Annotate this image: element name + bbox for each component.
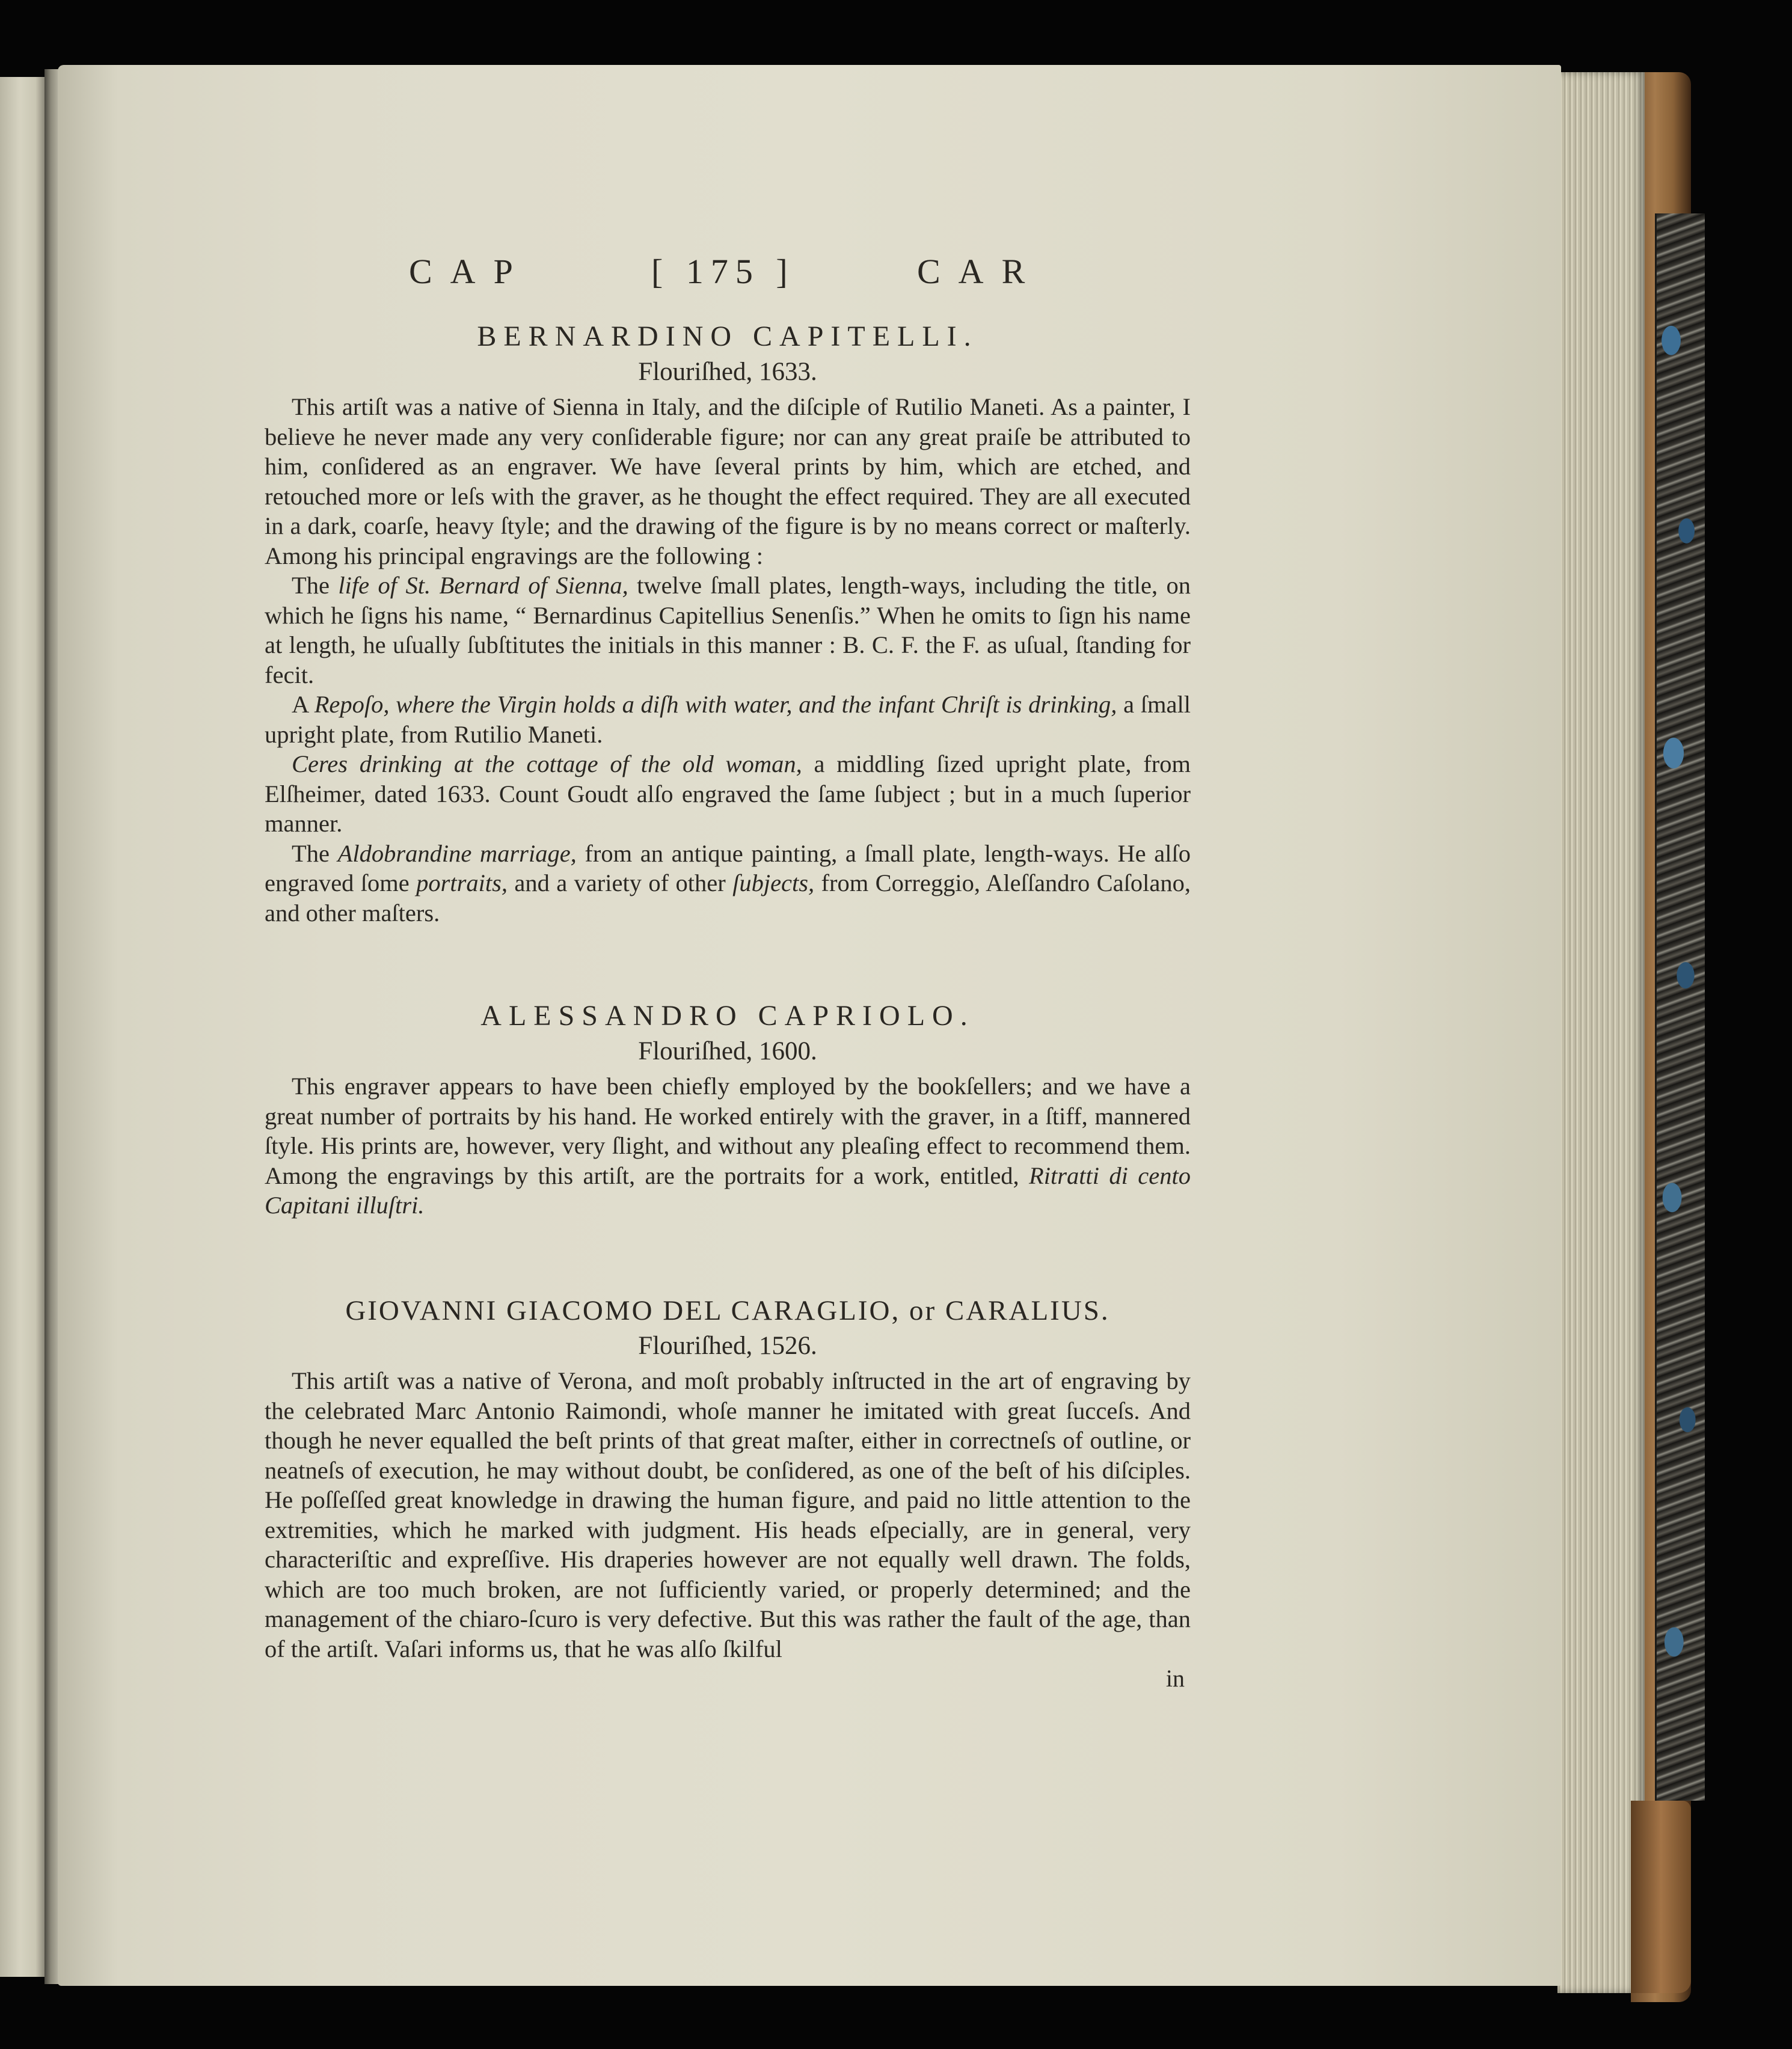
- entry-paragraph: [265, 571, 1191, 690]
- entry-paragraph: [265, 1071, 1191, 1221]
- text-run: a ſmall upright plate, from Rutilio Maneti.: [265, 691, 1191, 748]
- entry-body: [265, 1071, 1191, 1221]
- running-head: [409, 251, 1070, 299]
- text-run: This artiſt was a native of Verona, and moſt probably inſtructed in the art of engraving by the celebrated Marc Antonio Raimondi, whoſe manner he imitated with great ſucceſs. And though he never equalled the beſt prints of that great maſter, either in correctneſs of outline, or neatneſs of execution, he may without doubt, be conſidered, as one of the beſt of his diſciples. He poſſeſſed great knowledge in drawing the human figure, and paid no little attention to the extremities, which he marked with judgment. His heads eſpecially, are in general, very characteriſtic and expreſſive. His draperies however are not equally well drawn. The folds, which are too much broken, are not ſufficiently varied, or properly determined; and the management of the chiaro-ſcuro is very defective. But this was rather the fault of the age, than of the artiſt. Vaſari informs us, that he was alſo ſkilful: [265, 1367, 1191, 1662]
- entry-body: [265, 392, 1191, 928]
- text-run: A: [292, 691, 315, 718]
- running-head-right: CAR: [917, 252, 1043, 291]
- entry-paragraph: [265, 392, 1191, 571]
- italic-run: Repoſo, where the Virgin holds a diſh with water, and the infant Chriſt is drinking,: [314, 691, 1117, 718]
- catchword: in: [1165, 1665, 1185, 1692]
- text-run: The: [292, 839, 338, 867]
- entry-paragraph: [265, 1366, 1191, 1664]
- text-run: This artiſt was a native of Sienna in Italy, and the diſciple of Rutilio Maneti. As a painter, I believe he never made any very conſiderable figure; nor can any great praiſe be attributed to him, conſidered as an engraver. We have ſeveral prints by him, which are etched, and retouched more or leſs with the graver, as he thought the effect required. They are all executed in a dark, coarſe, heavy ſtyle; and the drawing of the figure is by no means correct or maſterly. Among his principal engravings are the following :: [265, 393, 1191, 569]
- binding-foot: [1631, 1801, 1691, 1993]
- entry-paragraph: [265, 839, 1191, 928]
- entry-capriolo: [265, 998, 1191, 1221]
- italic-run: portraits,: [416, 869, 508, 896]
- text-run: from an antique painting, a ſmall plate, length-ways. He alſo engraved ſome: [265, 839, 1191, 896]
- text-run: from Correggio, Aleſſandro Caſolano, and other maſters.: [265, 869, 1191, 926]
- facing-page-edge: [0, 77, 44, 1977]
- entry-heading: GIOVANNI GIACOMO DEL CARAGLIO, or CARALIUS.: [345, 1295, 1110, 1326]
- text-run: This engraver appears to have been chiefly employed by the bookſellers; and we have a great number of portraits by his hand. He worked entirely with the graver, in a ſtiff, mannered ſtyle. His prints are, however, very ſlight, and without any pleaſing effect to recommend them. Among the engravings by this artiſt, are the portraits for a work, entitled,: [265, 1073, 1191, 1189]
- italic-run: Ritratti di cento Capitani illuſtri.: [265, 1162, 1191, 1219]
- italic-run: ſubjects,: [732, 869, 815, 896]
- entry-body: [265, 1366, 1191, 1664]
- entry-heading: BERNARDINO CAPITELLI.: [477, 320, 978, 352]
- text-run: twelve ſmall plates, length-ways, including the title, on which he ſigns his name, “ Bernardinus Capitellius Senenſis.” When he omits to ſign his name at length, he uſually ſubſtitutes the initials in this manner : B. C. F. the F. as uſual, ſtanding for fecit.: [265, 572, 1191, 688]
- entry-flourished: Flouriſhed, 1526.: [638, 1332, 817, 1360]
- text-run: a middling ſized upright plate, from Elſheimer, dated 1633. Count Goudt alſo engraved the ſame ſubject ; but in a much ſuperior manner.: [265, 750, 1191, 837]
- text-run: and a variety of other: [508, 869, 733, 896]
- page-number: [ 175 ]: [651, 252, 795, 291]
- entry-paragraph: [265, 690, 1191, 749]
- entry-paragraph: [265, 749, 1191, 839]
- page-edges: [1557, 72, 1645, 1993]
- italic-run: Ceres drinking at the cottage of the old woman,: [292, 750, 802, 777]
- entry-caraglio: [265, 1293, 1191, 1694]
- book-gutter: [44, 69, 59, 1984]
- text-run: The: [292, 572, 339, 599]
- entry-capitelli: [265, 319, 1191, 928]
- entry-flourished: Flouriſhed, 1633.: [638, 358, 817, 386]
- marbled-cover: [1655, 213, 1705, 1801]
- entry-heading: ALESSANDRO CAPRIOLO.: [480, 1000, 975, 1032]
- running-head-left: CAP: [409, 252, 531, 291]
- italic-run: Aldobrandine marriage,: [337, 839, 577, 867]
- italic-run: life of St. Bernard of Sienna,: [338, 572, 628, 599]
- entry-flourished: Flouriſhed, 1600.: [638, 1037, 817, 1065]
